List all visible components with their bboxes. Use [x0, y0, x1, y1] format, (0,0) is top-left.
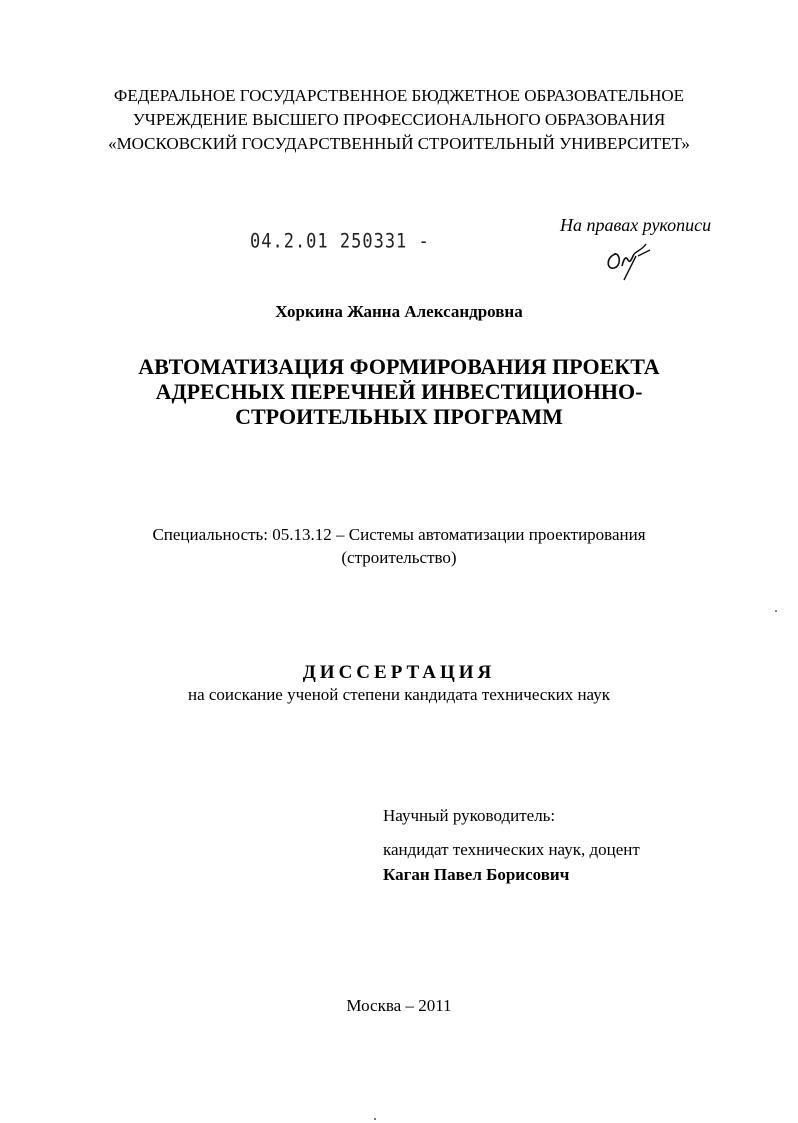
registration-code: 04.2.01 250331 -: [250, 230, 430, 253]
advisor-name: Каган Павел Борисович: [383, 865, 570, 884]
place-and-year: Москва – 2011: [346, 996, 452, 1015]
institution-line-3: «МОСКОВСКИЙ ГОСУДАРСТВЕННЫЙ СТРОИТЕЛЬНЫЙ УНИВЕРСИТЕТ»: [108, 134, 690, 153]
specialty-line-2: (строительство): [341, 548, 457, 567]
rights-note: На правах рукописи: [560, 215, 712, 235]
dissertation-heading: ДИССЕРТАЦИЯ: [302, 662, 496, 683]
scan-speck: [374, 1118, 376, 1120]
advisor-degree: кандидат технических наук, доцент: [383, 840, 640, 859]
author-name: Хоркина Жанна Александровна: [275, 302, 523, 321]
institution-line-1: ФЕДЕРАЛЬНОЕ ГОСУДАРСТВЕННОЕ БЮДЖЕТНОЕ ОБРАЗОВАТЕЛЬНОЕ: [113, 86, 685, 105]
dissertation-subtitle: на соискание ученой степени кандидата технических наук: [187, 685, 610, 704]
handwritten-signature: [602, 240, 662, 282]
advisor-label: Научный руководитель:: [383, 806, 556, 825]
specialty: [0, 523, 798, 569]
title-line-1: АВТОМАТИЗАЦИЯ ФОРМИРОВАНИЯ ПРОЕКТА: [138, 354, 660, 379]
title-line-3: СТРОИТЕЛЬНЫХ ПРОГРАММ: [235, 404, 563, 429]
dissertation-title: [0, 354, 798, 429]
title-line-2: АДРЕСНЫХ ПЕРЕЧНЕЙ ИНВЕСТИЦИОННО-: [155, 379, 643, 404]
scan-speck: [775, 610, 777, 612]
specialty-line-1: Специальность: 05.13.12 – Системы автоматизации проектирования: [152, 525, 646, 544]
scientific-advisor: [383, 803, 640, 887]
institution-line-2: УЧРЕЖДЕНИЕ ВЫСШЕГО ПРОФЕССИОНАЛЬНОГО ОБРАЗОВАНИЯ: [132, 110, 666, 129]
institution-header: [0, 84, 798, 156]
